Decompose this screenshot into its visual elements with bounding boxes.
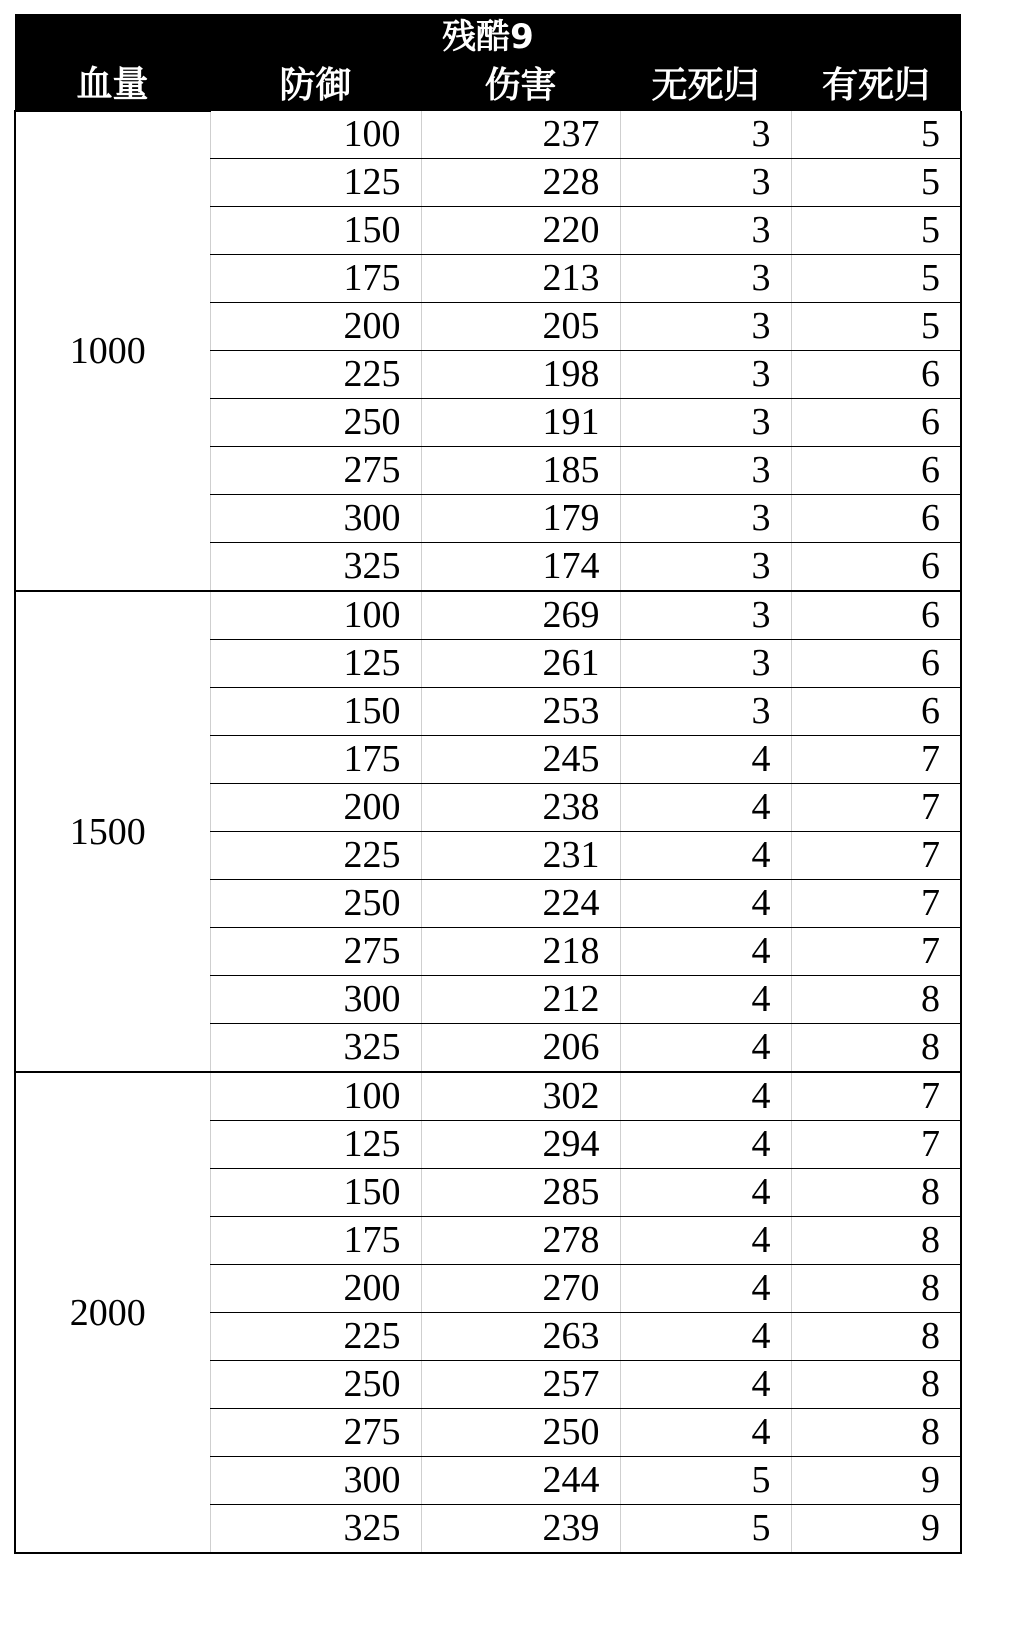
defense-cell: 325: [210, 543, 421, 592]
with-return-cell: 5: [791, 303, 961, 351]
defense-cell: 300: [210, 495, 421, 543]
with-return-cell: 7: [791, 832, 961, 880]
header-damage: 伤害: [421, 60, 620, 111]
no-return-cell: 4: [620, 832, 791, 880]
table-row: [15, 1072, 961, 1121]
hp-cell: 1000: [15, 111, 210, 591]
with-return-cell: 8: [791, 976, 961, 1024]
no-return-cell: 3: [620, 255, 791, 303]
damage-cell: 302: [421, 1072, 620, 1121]
damage-cell: 205: [421, 303, 620, 351]
defense-cell: 275: [210, 1409, 421, 1457]
defense-cell: 225: [210, 1313, 421, 1361]
with-return-cell: 8: [791, 1361, 961, 1409]
defense-cell: 175: [210, 1217, 421, 1265]
damage-cell: 213: [421, 255, 620, 303]
with-return-cell: 6: [791, 447, 961, 495]
no-return-cell: 4: [620, 784, 791, 832]
with-return-cell: 6: [791, 640, 961, 688]
title-row: [15, 14, 961, 60]
no-return-cell: 5: [620, 1505, 791, 1554]
table-row: [15, 111, 961, 159]
defense-cell: 225: [210, 832, 421, 880]
no-return-cell: 4: [620, 1217, 791, 1265]
no-return-cell: 3: [620, 399, 791, 447]
damage-cell: 212: [421, 976, 620, 1024]
damage-cell: 237: [421, 111, 620, 159]
defense-cell: 300: [210, 976, 421, 1024]
defense-cell: 200: [210, 1265, 421, 1313]
with-return-cell: 8: [791, 1265, 961, 1313]
with-return-cell: 7: [791, 784, 961, 832]
damage-cell: 206: [421, 1024, 620, 1073]
defense-cell: 275: [210, 447, 421, 495]
defense-cell: 175: [210, 255, 421, 303]
no-return-cell: 3: [620, 447, 791, 495]
no-return-cell: 3: [620, 688, 791, 736]
defense-cell: 250: [210, 880, 421, 928]
damage-cell: 294: [421, 1121, 620, 1169]
defense-cell: 275: [210, 928, 421, 976]
no-return-cell: 3: [620, 351, 791, 399]
with-return-cell: 9: [791, 1505, 961, 1554]
damage-cell: 253: [421, 688, 620, 736]
no-return-cell: 4: [620, 976, 791, 1024]
damage-cell: 218: [421, 928, 620, 976]
damage-cell: 257: [421, 1361, 620, 1409]
with-return-cell: 6: [791, 591, 961, 640]
with-return-cell: 7: [791, 1121, 961, 1169]
with-return-cell: 5: [791, 111, 961, 159]
defense-cell: 200: [210, 784, 421, 832]
no-return-cell: 4: [620, 1361, 791, 1409]
damage-table: [14, 14, 962, 1554]
no-return-cell: 3: [620, 303, 791, 351]
header-no-return: 无死归: [620, 60, 791, 111]
damage-cell: 278: [421, 1217, 620, 1265]
table-body: [15, 111, 961, 1553]
with-return-cell: 6: [791, 399, 961, 447]
header-hp: 血量: [15, 60, 210, 111]
with-return-cell: 7: [791, 880, 961, 928]
defense-cell: 100: [210, 1072, 421, 1121]
damage-cell: 220: [421, 207, 620, 255]
damage-cell: 269: [421, 591, 620, 640]
defense-cell: 300: [210, 1457, 421, 1505]
with-return-cell: 8: [791, 1409, 961, 1457]
defense-cell: 200: [210, 303, 421, 351]
no-return-cell: 3: [620, 207, 791, 255]
damage-cell: 198: [421, 351, 620, 399]
defense-cell: 125: [210, 159, 421, 207]
damage-cell: 191: [421, 399, 620, 447]
damage-cell: 231: [421, 832, 620, 880]
no-return-cell: 3: [620, 640, 791, 688]
damage-cell: 228: [421, 159, 620, 207]
no-return-cell: 3: [620, 159, 791, 207]
defense-cell: 150: [210, 207, 421, 255]
no-return-cell: 4: [620, 928, 791, 976]
defense-cell: 250: [210, 399, 421, 447]
header-row: [15, 60, 961, 111]
no-return-cell: 4: [620, 1265, 791, 1313]
with-return-cell: 6: [791, 543, 961, 592]
no-return-cell: 4: [620, 1121, 791, 1169]
with-return-cell: 6: [791, 688, 961, 736]
damage-cell: 239: [421, 1505, 620, 1554]
defense-cell: 325: [210, 1505, 421, 1554]
damage-cell: 250: [421, 1409, 620, 1457]
with-return-cell: 6: [791, 495, 961, 543]
with-return-cell: 8: [791, 1024, 961, 1073]
defense-cell: 100: [210, 591, 421, 640]
no-return-cell: 3: [620, 111, 791, 159]
with-return-cell: 8: [791, 1313, 961, 1361]
no-return-cell: 3: [620, 495, 791, 543]
damage-cell: 261: [421, 640, 620, 688]
header-with-return: 有死归: [791, 60, 961, 111]
hp-cell: 2000: [15, 1072, 210, 1553]
no-return-cell: 3: [620, 591, 791, 640]
no-return-cell: 3: [620, 543, 791, 592]
no-return-cell: 4: [620, 1072, 791, 1121]
table-row: [15, 591, 961, 640]
with-return-cell: 8: [791, 1169, 961, 1217]
defense-cell: 125: [210, 1121, 421, 1169]
header-defense: 防御: [210, 60, 421, 111]
damage-cell: 244: [421, 1457, 620, 1505]
no-return-cell: 4: [620, 1024, 791, 1073]
no-return-cell: 4: [620, 1409, 791, 1457]
with-return-cell: 5: [791, 207, 961, 255]
damage-cell: 185: [421, 447, 620, 495]
with-return-cell: 5: [791, 255, 961, 303]
no-return-cell: 5: [620, 1457, 791, 1505]
hp-cell: 1500: [15, 591, 210, 1072]
defense-cell: 150: [210, 688, 421, 736]
defense-cell: 150: [210, 1169, 421, 1217]
defense-cell: 125: [210, 640, 421, 688]
no-return-cell: 4: [620, 736, 791, 784]
defense-cell: 325: [210, 1024, 421, 1073]
damage-cell: 245: [421, 736, 620, 784]
defense-cell: 175: [210, 736, 421, 784]
defense-cell: 100: [210, 111, 421, 159]
damage-cell: 270: [421, 1265, 620, 1313]
with-return-cell: 7: [791, 1072, 961, 1121]
damage-cell: 263: [421, 1313, 620, 1361]
damage-cell: 224: [421, 880, 620, 928]
no-return-cell: 4: [620, 880, 791, 928]
defense-cell: 225: [210, 351, 421, 399]
with-return-cell: 7: [791, 928, 961, 976]
with-return-cell: 9: [791, 1457, 961, 1505]
with-return-cell: 6: [791, 351, 961, 399]
damage-cell: 179: [421, 495, 620, 543]
no-return-cell: 4: [620, 1313, 791, 1361]
no-return-cell: 4: [620, 1169, 791, 1217]
table-title: 残酷9: [15, 14, 961, 60]
damage-cell: 285: [421, 1169, 620, 1217]
damage-cell: 238: [421, 784, 620, 832]
with-return-cell: 5: [791, 159, 961, 207]
defense-cell: 250: [210, 1361, 421, 1409]
with-return-cell: 7: [791, 736, 961, 784]
with-return-cell: 8: [791, 1217, 961, 1265]
damage-cell: 174: [421, 543, 620, 592]
